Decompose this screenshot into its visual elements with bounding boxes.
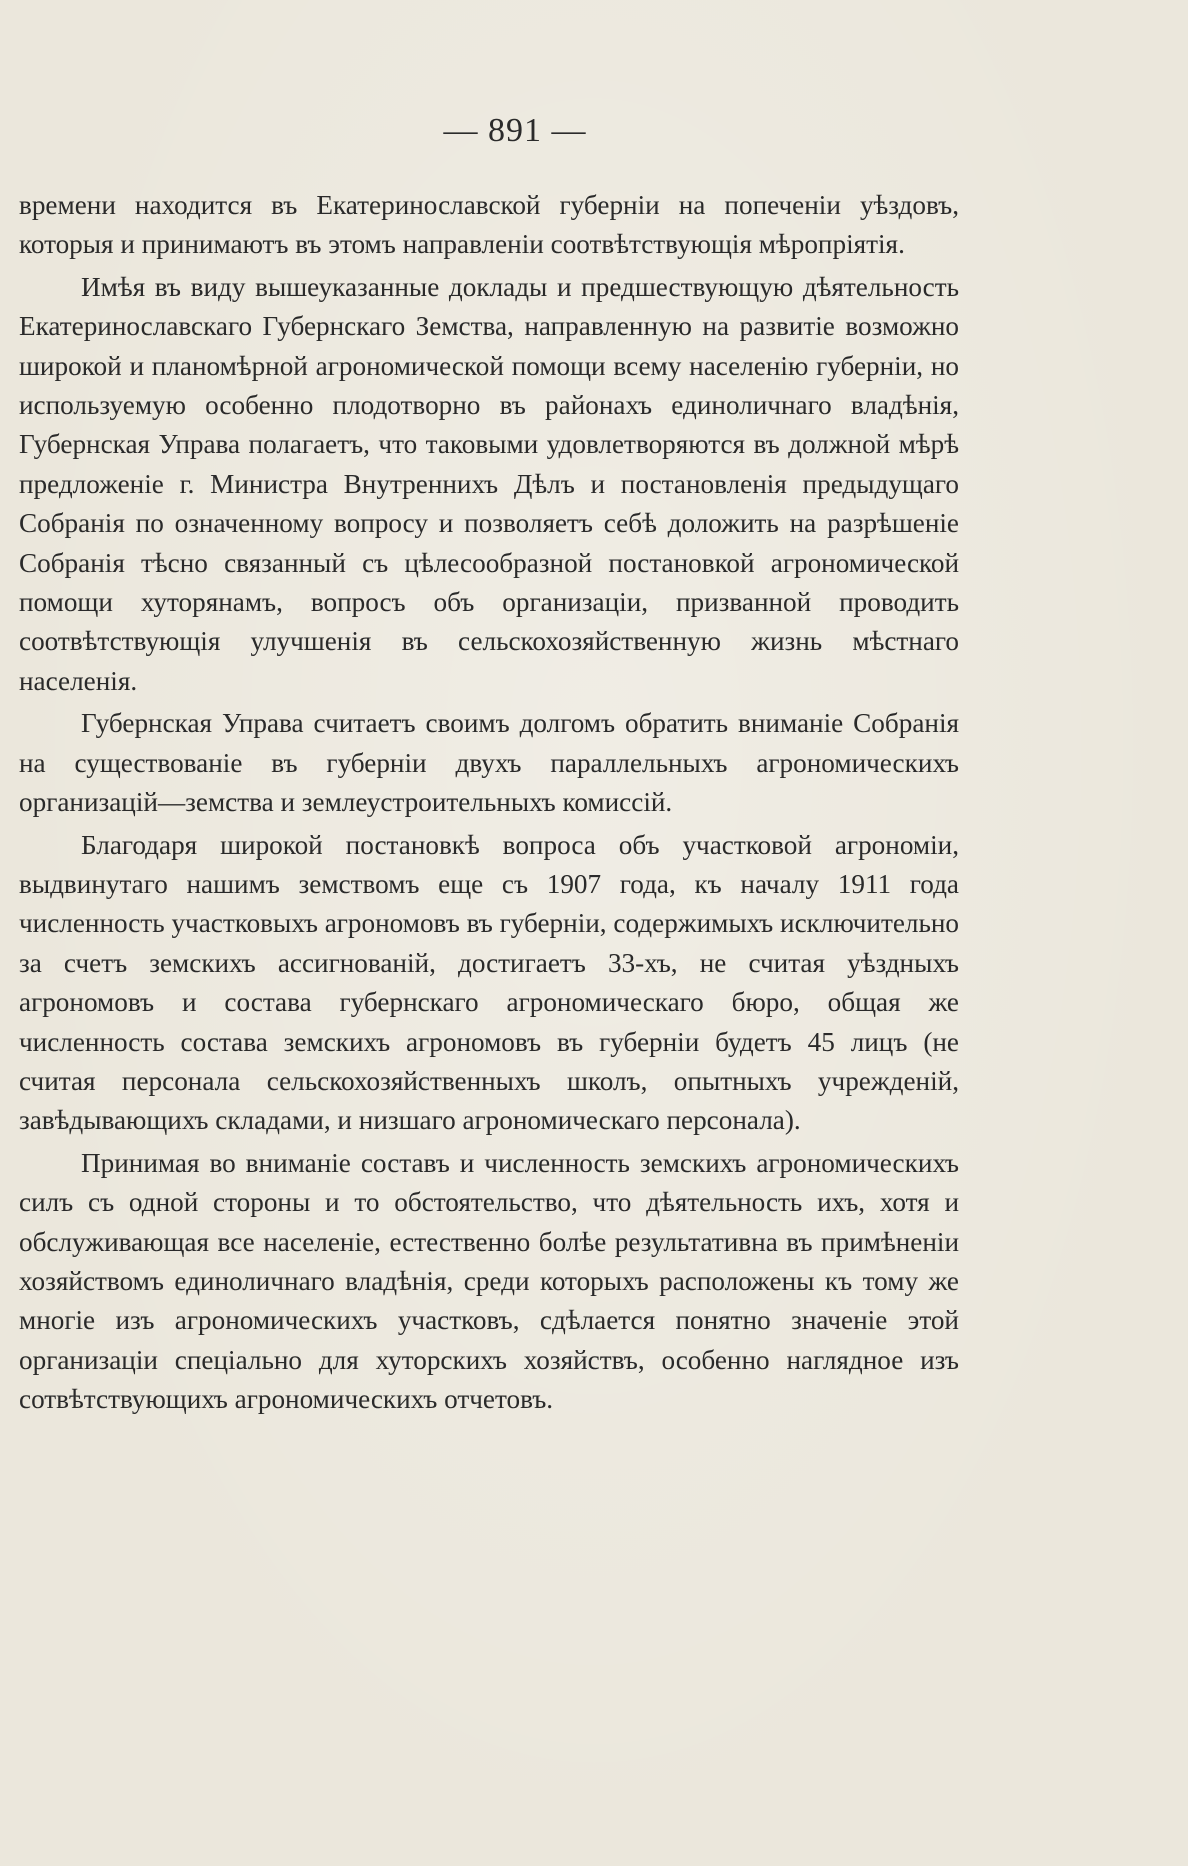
paragraph-5: Принимая во вниманіе составъ и численность земскихъ агрономическихъ силъ съ одной стороны и то обстоятельство, что дѣятельность ихъ, хотя и обслуживающая все населеніе, естественно болѣе результативна въ примѣненіи хозяйствомъ единоличнаго владѣнія, среди которыхъ расположены къ тому же многіе изъ агрономическихъ участковъ, сдѣлается понятно значеніе этой организаціи спеціально для хуторскихъ хозяйствъ, особенно наглядное изъ сотвѣтствующихъ агрономическихъ отчетовъ. [19,1147,959,1415]
paragraph-2: Имѣя въ виду вышеуказанные доклады и предшествующую дѣятельность Екатеринославскаго Губернскаго Земства, направленную на развитіе возможно широкой и планомѣрной агрономической помощи всему населенію губерніи, но используемую особенно плодотворно въ районахъ единоличнаго владѣнія, Губернская Управа полагаетъ, что таковыми удовлетворяются въ должной мѣрѣ предложеніе г. Министра Внутреннихъ Дѣлъ и постановленія предыдущаго Собранія по означенному вопросу и позволяетъ себѣ доложить на разрѣшеніе Собранія тѣсно связанный съ цѣлесообразной постановкой агрономической помощи хуторянамъ, вопросъ объ организаціи, призванной проводить соотвѣтствующія улучшенія въ сельскохозяйственную жизнь мѣстнаго населенія. [19,271,959,696]
paragraph-3: Губернская Управа считаетъ своимъ долгомъ обратить вниманіе Собранія на существованіе въ губерніи двухъ параллельныхъ агрономическихъ организацій—земства и землеустроительныхъ комиссій. [19,708,959,818]
page-number: — 891 — [443,112,587,149]
paragraph-1: времени находится въ Екатеринославской губерніи на попеченіи уѣздовъ, которыя и принимаютъ въ этомъ направленіи соотвѣтствующія мѣропріятія. [19,190,959,260]
paragraph-4: Благодаря широкой постановкѣ вопроса объ участковой агрономіи, выдвинутаго нашимъ земствомъ еще съ 1907 года, къ началу 1911 года численность участковыхъ агрономовъ въ губерніи, содержимыхъ исключительно за счетъ земскихъ ассигнованій, достигаетъ 33-хъ, не считая уѣздныхъ агрономовъ и состава губернскаго агрономическаго бюро, общая же численность состава земскихъ агрономовъ въ губерніи будетъ 45 лицъ (не считая персонала сельскохозяйственныхъ школъ, опытныхъ учрежденій, завѣдывающихъ складами, и низшаго агрономическаго персонала). [19,829,959,1136]
body-text [19,186,959,1420]
